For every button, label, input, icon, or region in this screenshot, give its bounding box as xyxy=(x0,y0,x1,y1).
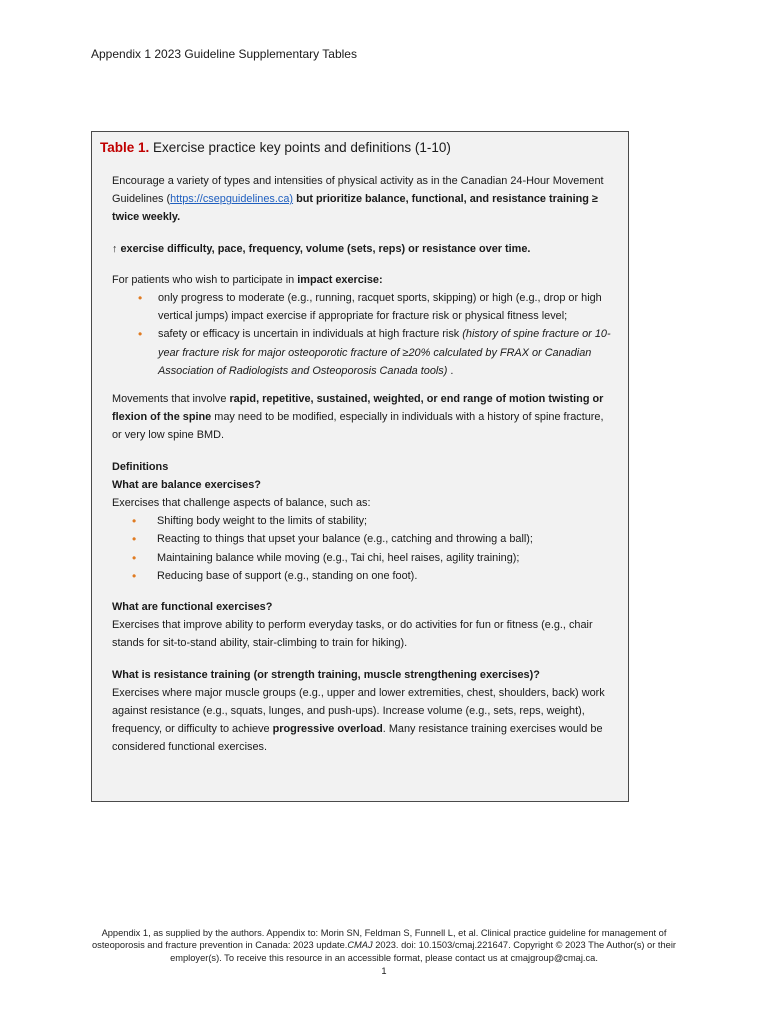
functional-question-text: What are functional exercises? xyxy=(112,601,273,614)
functional-question xyxy=(112,598,612,616)
page-footer xyxy=(86,927,682,964)
balance-item-text: Maintaining balance while moving (e.g., Tai chi, heel raises, agility training); xyxy=(157,551,520,564)
impact-bullet-italic: (history of spine fracture or 10-year fracture risk for major osteoporotic fracture of ≥20% calculated by FRAX or Canadian Association of Radiologists and Osteoporosis Canada tools) xyxy=(158,328,611,377)
definitions-heading xyxy=(112,458,612,476)
balance-item xyxy=(112,512,612,530)
impact-lead xyxy=(112,271,612,289)
balance-item-text: Reacting to things that upset your balance (e.g., catching and throwing a ball); xyxy=(157,533,533,546)
csep-guidelines-link[interactable]: https://csepguidelines.ca) xyxy=(170,193,294,206)
page-number: 1 xyxy=(381,966,387,976)
bullet-dot-icon: • xyxy=(132,532,137,547)
resistance-answer xyxy=(112,684,612,757)
balance-item-text: Shifting body weight to the limits of stability; xyxy=(157,515,368,528)
impact-lead-text: For patients who wish to participate in xyxy=(112,273,298,286)
table-1-box xyxy=(91,131,629,802)
balance-question xyxy=(112,476,612,494)
bullet-dot-icon: • xyxy=(138,327,143,342)
movements-bold: rapid, repetitive, sustained, weighted, or end range of motion twisting or flexion of the spine xyxy=(112,393,604,424)
intro-paragraph xyxy=(112,172,612,227)
table-title xyxy=(100,140,451,155)
balance-item xyxy=(112,530,612,548)
balance-list xyxy=(112,512,612,585)
impact-bullet-text: only progress to moderate (e.g., running, racquet sports, skipping) or high (e.g., drop or high vertical jumps) impact exercise if appropriate for fracture risk or physical fitness level; xyxy=(158,292,602,323)
resistance-answer-bold: progressive overload xyxy=(272,723,383,736)
movements-paragraph xyxy=(112,390,612,445)
resistance-answer-text: Exercises where major muscle groups (e.g., upper and lower extremities, chest, shoulders, back) work against resistance (e.g., squats, lunges, and push-ups). Increase volume (e.g., sets, reps, weight), frequency, or difficulty to achieve xyxy=(112,686,605,736)
footer-journal: CMAJ xyxy=(347,940,373,951)
impact-lead-bold: impact exercise: xyxy=(297,273,383,286)
balance-item xyxy=(112,567,612,585)
table-label: Table 1. xyxy=(100,140,150,155)
intro-bold: but prioritize balance, functional, and resistance training ≥ twice weekly. xyxy=(112,193,598,224)
impact-bullet xyxy=(112,325,612,380)
progression-statement xyxy=(112,240,612,258)
impact-bullets xyxy=(112,289,612,380)
balance-question-text: What are balance exercises? xyxy=(112,478,261,491)
footer-line xyxy=(86,939,682,951)
resistance-answer-end: . Many resistance training exercises would be considered functional exercises. xyxy=(112,723,603,754)
footer-text: osteoporosis and fracture prevention in Canada: 2023 update. xyxy=(92,940,348,951)
resistance-question xyxy=(112,666,612,684)
progression-text: ↑ exercise difficulty, pace, frequency, volume (sets, reps) or resistance over time. xyxy=(112,242,531,255)
page-header: Appendix 1 2023 Guideline Supplementary Tables xyxy=(91,47,357,61)
balance-intro: Exercises that challenge aspects of balance, such as: xyxy=(112,497,371,510)
resistance-question-text: What is resistance training (or strength training, muscle strengthening exercises)? xyxy=(112,668,540,681)
bullet-dot-icon: • xyxy=(138,291,143,306)
balance-item xyxy=(112,549,612,567)
intro-text: Encourage a variety of types and intensities of physical activity as in the Canadian 24-Hour Movement Guidelines ( xyxy=(112,175,604,206)
bullet-dot-icon: • xyxy=(132,514,137,529)
table-body xyxy=(112,172,612,757)
footer-line: Appendix 1, as supplied by the authors. Appendix to: Morin SN, Feldman S, Funnell L, et al. Clinical practice guideline for management of xyxy=(101,928,667,938)
impact-bullet xyxy=(112,289,612,325)
impact-bullet-end: . xyxy=(447,364,454,377)
impact-bullet-text: safety or efficacy is uncertain in individuals at high fracture risk xyxy=(158,328,463,341)
functional-answer: Exercises that improve ability to perform everyday tasks, or do activities for fun or fitness (e.g., chair stands for sit-to-stand ability, stair-climbing to train for hiking). xyxy=(112,619,593,650)
bullet-dot-icon: • xyxy=(132,550,137,565)
movements-text: Movements that involve xyxy=(112,393,230,406)
bullet-dot-icon: • xyxy=(132,568,137,583)
footer-text: 2023. doi: 10.1503/cmaj.221647. Copyright © 2023 The Author(s) or their xyxy=(372,940,676,951)
definitions-heading-text: Definitions xyxy=(112,460,169,473)
footer-line: employer(s). To receive this resource in an accessible format, please contact us at cmajgroup@cmaj.ca. xyxy=(170,952,598,963)
movements-text-end: may need to be modified, especially in individuals with a history of spine fracture, or very low spine BMD. xyxy=(112,411,604,442)
balance-item-text: Reducing base of support (e.g., standing on one foot). xyxy=(157,569,418,582)
table-title-text: Exercise practice key points and definitions (1-10) xyxy=(149,140,451,155)
